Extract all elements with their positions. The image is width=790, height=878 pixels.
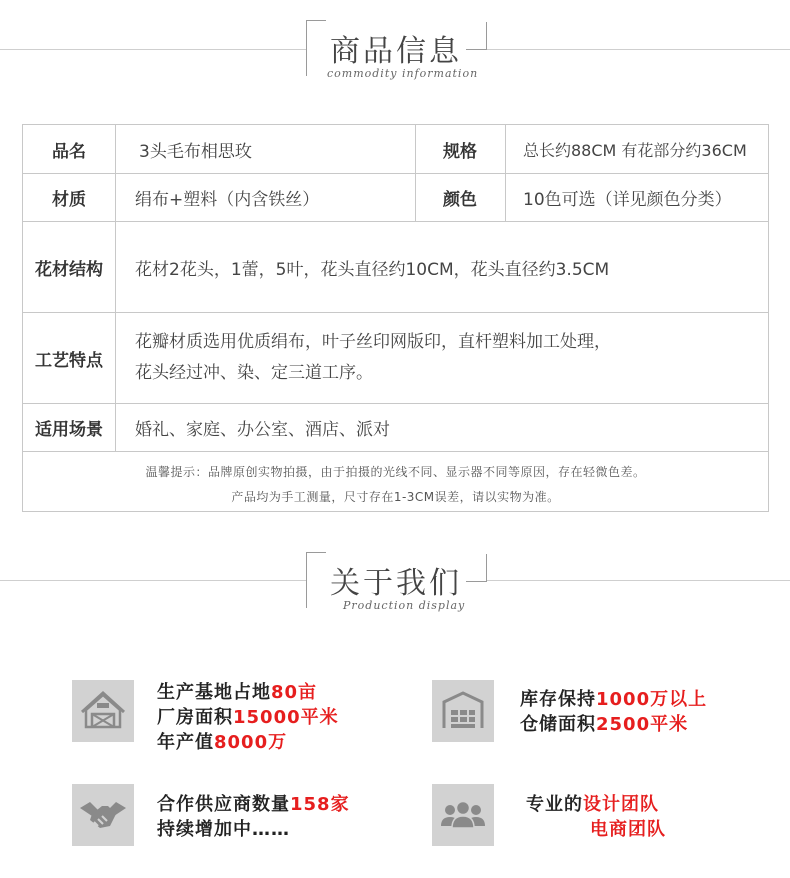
- table-row: [23, 125, 768, 174]
- section-title: 商品信息: [330, 34, 462, 69]
- factory-line1: 生产基地占地80亩: [157, 682, 318, 703]
- highlight-value: 8000万: [214, 732, 288, 753]
- header-bracket-bottom-right: [466, 554, 487, 582]
- warehouse-line2: 仓储面积2500平米: [520, 714, 689, 735]
- value-craft: [115, 313, 768, 403]
- highlight-value: 80亩: [271, 682, 318, 703]
- product-info-table: [22, 124, 769, 512]
- value-craft-line2: 花头经过冲、染、定三道工序。: [135, 363, 373, 383]
- team-people-icon: [432, 784, 494, 846]
- team-line1: 专业的设计团队: [526, 794, 659, 815]
- label-spec: 规格: [443, 141, 477, 162]
- highlight-value: 2500平米: [596, 714, 689, 735]
- label-name: 品名: [52, 141, 86, 162]
- header-divider-left: [0, 49, 306, 50]
- value-spec: 总长约88CM 有花部分约36CM: [523, 140, 747, 160]
- value-craft-line1: 花瓣材质选用优质绢布，叶子丝印网版印，直杆塑料加工处理，: [135, 332, 611, 352]
- factory-line2: 厂房面积15000平米: [157, 707, 339, 728]
- section-title: 关于我们: [330, 566, 462, 601]
- factory-house-icon: [72, 680, 134, 742]
- section-subtitle: commodity information: [327, 67, 479, 80]
- suppliers-line1: 合作供应商数量158家: [157, 794, 350, 815]
- table-row: [23, 404, 768, 452]
- value-usage: 婚礼、家庭、办公室、酒店、派对: [135, 420, 390, 440]
- section-subtitle: Production display: [343, 599, 466, 612]
- handshake-icon: [72, 784, 134, 846]
- table-row: [23, 174, 768, 222]
- team-line2: [526, 817, 666, 842]
- label-structure: 花材结构: [35, 259, 103, 280]
- header-bracket-top-left: [306, 20, 326, 76]
- header-divider-right: [487, 580, 790, 581]
- highlight-value: 电商团队: [590, 819, 666, 840]
- section-header-commodity: [0, 0, 790, 90]
- value-color: 10色可选（详见颜色分类）: [523, 190, 732, 210]
- value-structure: 花材2花头，1蕾，5叶，花头直径约10CM，花头直径约3.5CM: [135, 259, 610, 280]
- header-bracket-top-left: [306, 552, 326, 608]
- label-color: 颜色: [443, 190, 477, 210]
- factory-line3: 年产值8000万: [157, 732, 288, 753]
- value-name: 3头毛布相思玫: [139, 141, 252, 162]
- warehouse-line1: 库存保持1000万以上: [520, 689, 708, 710]
- label-craft: 工艺特点: [35, 350, 103, 371]
- highlight-value: 1000万以上: [596, 689, 708, 710]
- notice-line1: 温馨提示：品牌原创实物拍摄，由于拍摄的光线不同、显示器不同等原因，存在轻微色差。: [145, 465, 646, 479]
- warehouse-icon: [432, 680, 494, 742]
- header-divider-left: [0, 580, 306, 581]
- highlight-value: 设计团队: [583, 794, 659, 815]
- highlight-value: 158家: [290, 794, 350, 815]
- suppliers-line2: 持续增加中……: [157, 819, 290, 840]
- section-header-about: [0, 530, 790, 620]
- table-row: [23, 222, 768, 313]
- table-row: [23, 313, 768, 404]
- label-material: 材质: [52, 190, 86, 210]
- header-divider-right: [487, 49, 790, 50]
- value-material: 绢布+塑料（内含铁丝）: [135, 190, 320, 210]
- highlight-value: 15000平米: [233, 707, 339, 728]
- label-usage: 适用场景: [35, 420, 103, 440]
- header-bracket-bottom-right: [466, 22, 487, 50]
- notice-line2: 产品均为手工测量，尺寸存在1-3CM误差，请以实物为准。: [231, 490, 560, 504]
